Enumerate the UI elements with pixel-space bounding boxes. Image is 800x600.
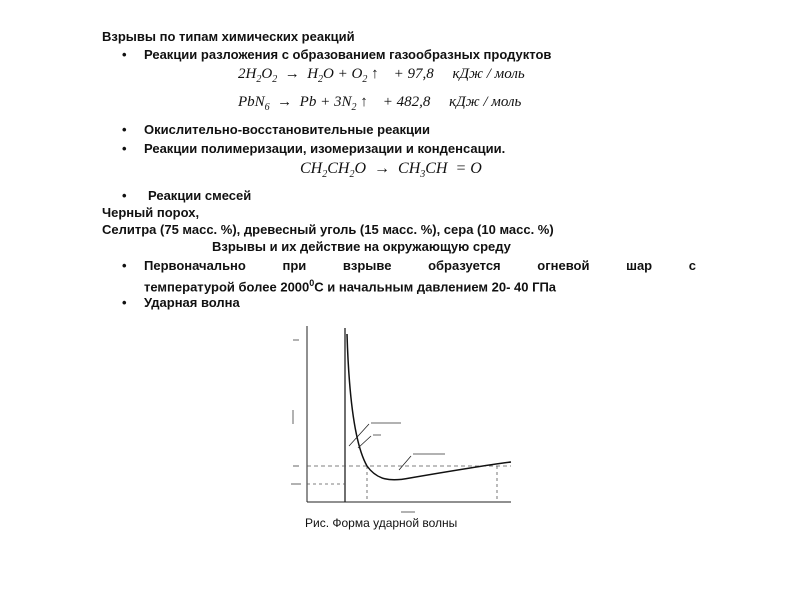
item-decomposition: Реакции разложения с образованием газообразных продуктов [144,47,552,62]
section-title: Взрывы и их действие на окружающую среду [212,239,511,254]
item-redox: Окислительно-восстановительные реакции [144,122,431,137]
formula-h2o2-energy: + 97,8 [393,66,434,82]
figure-caption: Рис. Форма ударной волны [305,516,458,530]
annotation-leader [399,456,411,470]
formula-pbn6-energy: + 482,8 [382,94,431,110]
fireball-word: огневой [537,258,590,273]
bullet-dot: • [122,188,127,203]
bullet-dot: • [122,141,127,156]
item-shockwave: Ударная волна [144,295,240,310]
fireball-line-2: температурой более 2000$^0$С и начальным давлением 20- 40 ГПа [144,278,557,295]
formula-pbn6-unit: кДж / моль [449,94,522,110]
fireball-word: Первоначально [144,258,246,273]
item-mixtures: Реакции смесей [148,188,252,203]
fireball-word: взрыве [342,258,392,273]
black-powder-label: Черный порох, [102,205,200,220]
fireball-word: шар [626,258,653,273]
slide-title: Взрывы по типам химических реакций [102,29,355,44]
pressure-curve [347,334,511,480]
fireball-word: при [282,258,307,273]
fireball-line-1 [144,258,696,273]
shockwave-graph [285,320,525,520]
item-polymerization: Реакции полимеризации, изомеризации и конденсации. [144,141,506,156]
fireball-word: образуется [428,258,501,273]
shockwave-figure [285,320,525,530]
fireball-word: с [688,258,696,273]
composition-text: Селитра (75 масс. %), древесный уголь (15 масс. %), сера (10 масс. %) [102,222,554,237]
bullet-dot: • [122,122,127,137]
bullet-dot: • [122,295,127,310]
bullet-dot: • [122,258,127,273]
annotation-leader [358,436,371,448]
formula-isomerization: $CH_2CH_2O \to CH_3CH = O$ [300,160,482,181]
formula-h2o2-unit: кДж / моль [452,66,525,82]
formula-pbn6: $PbN_6 \to Pb + 3N_2$ ↑ + 482,8 кДж / моль [238,94,522,113]
bullet-dot: • [122,47,127,62]
formula-h2o2: $2H_2O_2 \to H_2O + O_2$ ↑ + 97,8 кДж / моль [238,66,525,85]
